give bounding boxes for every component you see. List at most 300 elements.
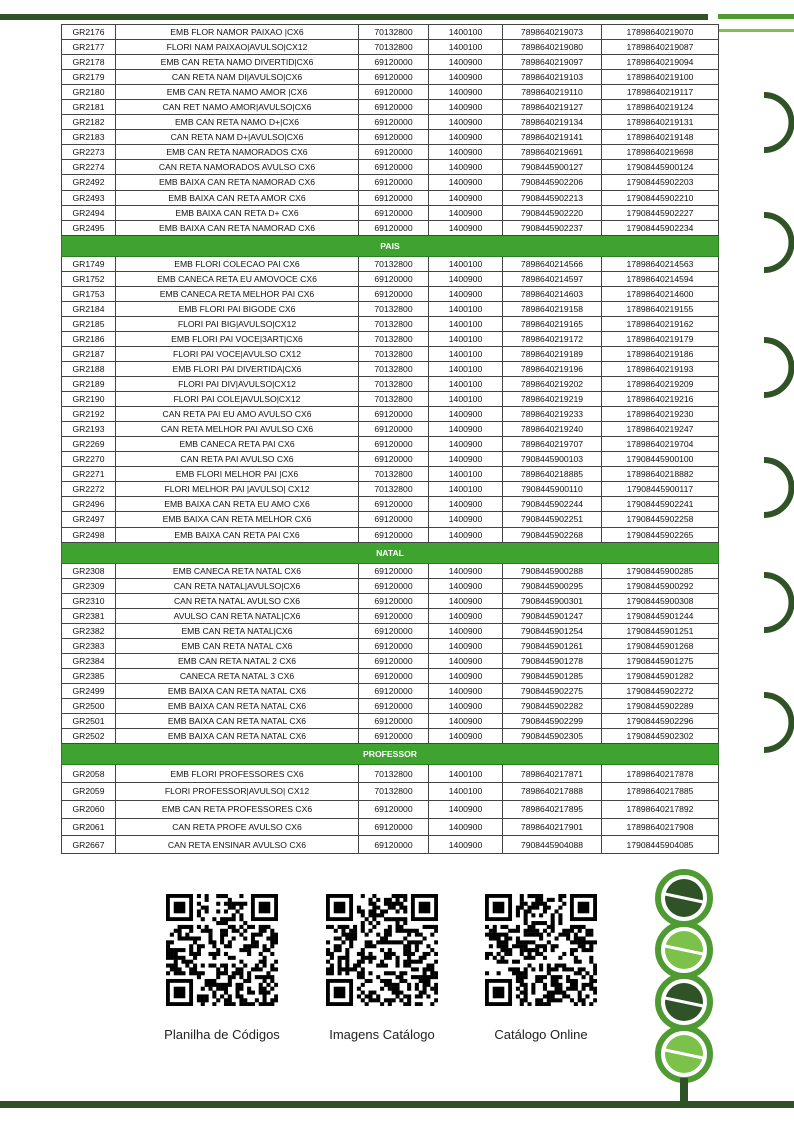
cell-ncm: 70132800 (359, 361, 429, 376)
cell-ean: 7898640219219 (503, 392, 602, 407)
cell-class: 1400100 (429, 331, 503, 346)
cell-code: GR2058 (62, 765, 116, 783)
cell-class: 1400900 (429, 638, 503, 653)
cell-ncm: 69120000 (359, 407, 429, 422)
cell-code: GR2271 (62, 467, 116, 482)
cell-code: GR2502 (62, 729, 116, 744)
cell-description: EMB BAIXA CAN RETA PAI CX6 (116, 527, 359, 542)
cell-ncm: 69120000 (359, 55, 429, 70)
cell-code: GR2382 (62, 623, 116, 638)
cell-class: 1400100 (429, 361, 503, 376)
table-row (62, 100, 719, 115)
cell-class: 1400900 (429, 175, 503, 190)
cell-ean: 7908445902305 (503, 729, 602, 744)
cell-ean: 7898640219134 (503, 115, 602, 130)
cell-description: EMB CAN RETA NATAL|CX6 (116, 623, 359, 638)
cell-ncm: 69120000 (359, 130, 429, 145)
cell-class: 1400900 (429, 800, 503, 818)
cell-ean: 7898640219233 (503, 407, 602, 422)
cell-description: CAN RETA NATAL|AVULSO|CX6 (116, 578, 359, 593)
cell-code: GR2496 (62, 497, 116, 512)
table-row (62, 467, 719, 482)
cell-class: 1400900 (429, 563, 503, 578)
cell-code: GR2184 (62, 301, 116, 316)
qr-code-imagens[interactable] (326, 894, 438, 1006)
cell-code: GR2179 (62, 70, 116, 85)
cell-description: EMB FLORI MELHOR PAI |CX6 (116, 467, 359, 482)
cell-description: CAN RETA MELHOR PAI AVULSO CX6 (116, 422, 359, 437)
table-row (62, 782, 719, 800)
table-row (62, 85, 719, 100)
cell-ncm: 69120000 (359, 497, 429, 512)
cell-description: FLORI PAI DIV|AVULSO|CX12 (116, 377, 359, 392)
cell-description: CAN RETA ENSINAR AVULSO CX6 (116, 836, 359, 854)
cell-ncm: 70132800 (359, 40, 429, 55)
cell-description: EMB BAIXA CAN RETA NATAL CX6 (116, 714, 359, 729)
cell-dun: 17908445902234 (602, 220, 719, 235)
cell-code: GR2310 (62, 593, 116, 608)
cell-description: CAN RETA NAMORADOS AVULSO CX6 (116, 160, 359, 175)
cell-dun: 17898640219070 (602, 25, 719, 40)
cell-class: 1400900 (429, 145, 503, 160)
cell-class: 1400100 (429, 377, 503, 392)
cell-description: EMB BAIXA CAN RETA NAMORAD CX6 (116, 175, 359, 190)
qr-code-planilha[interactable] (166, 894, 278, 1006)
cell-dun: 17908445901275 (602, 653, 719, 668)
table-row (62, 836, 719, 854)
table-row (62, 653, 719, 668)
cell-code: GR2189 (62, 377, 116, 392)
cell-dun: 17898640219117 (602, 85, 719, 100)
cell-ean: 7898640218885 (503, 467, 602, 482)
table-row (62, 40, 719, 55)
cell-class: 1400100 (429, 346, 503, 361)
cell-ean: 7908445902213 (503, 190, 602, 205)
cell-class: 1400900 (429, 407, 503, 422)
cell-dun: 17898640219704 (602, 437, 719, 452)
cell-description: EMB BAIXA CAN RETA NATAL CX6 (116, 683, 359, 698)
cell-ncm: 69120000 (359, 698, 429, 713)
cell-code: GR2500 (62, 698, 116, 713)
cell-dun: 17898640217892 (602, 800, 719, 818)
cell-description: EMB CAN RETA NATAL 2 CX6 (116, 653, 359, 668)
cell-class: 1400100 (429, 482, 503, 497)
cell-dun: 17898640219094 (602, 55, 719, 70)
cell-description: EMB FLORI PROFESSORES CX6 (116, 765, 359, 783)
cell-ncm: 69120000 (359, 638, 429, 653)
table-row (62, 638, 719, 653)
cell-dun: 17898640217878 (602, 765, 719, 783)
cell-dun: 17908445902289 (602, 698, 719, 713)
cell-ncm: 69120000 (359, 836, 429, 854)
table-row (62, 130, 719, 145)
cell-description: CAN RETA PROFE AVULSO CX6 (116, 818, 359, 836)
cell-ean: 7908445902220 (503, 205, 602, 220)
cell-code: GR2186 (62, 331, 116, 346)
cell-ean: 7908445902237 (503, 220, 602, 235)
cell-dun: 17898640217908 (602, 818, 719, 836)
cell-class: 1400100 (429, 40, 503, 55)
cell-class: 1400900 (429, 130, 503, 145)
cell-code: GR2501 (62, 714, 116, 729)
cell-class: 1400900 (429, 836, 503, 854)
cell-ean: 7898640219110 (503, 85, 602, 100)
cell-ean: 7908445902244 (503, 497, 602, 512)
cell-ean: 7898640217871 (503, 765, 602, 783)
cell-description: EMB CAN RETA NATAL CX6 (116, 638, 359, 653)
cell-ean: 7898640219103 (503, 70, 602, 85)
table-row (62, 800, 719, 818)
cell-dun: 17898640219209 (602, 377, 719, 392)
cell-class: 1400900 (429, 714, 503, 729)
qr-code-catalogo[interactable] (485, 894, 597, 1006)
cell-code: GR2497 (62, 512, 116, 527)
cell-code: GR2308 (62, 563, 116, 578)
cell-code: GR2188 (62, 361, 116, 376)
cell-dun: 17898640219148 (602, 130, 719, 145)
cell-ncm: 70132800 (359, 765, 429, 783)
product-table (61, 24, 718, 854)
cell-class: 1400900 (429, 512, 503, 527)
cell-description: FLORI PAI BIG|AVULSO|CX12 (116, 316, 359, 331)
cell-dun: 17898640219179 (602, 331, 719, 346)
cell-dun: 17908445902302 (602, 729, 719, 744)
section-header (62, 542, 719, 563)
cell-description: EMB FLORI PAI VOCE|3ART|CX6 (116, 331, 359, 346)
header-accent-line (718, 29, 794, 32)
cell-class: 1400900 (429, 608, 503, 623)
cell-code: GR2493 (62, 190, 116, 205)
qr-label-imagens: Imagens Catálogo (329, 1027, 435, 1042)
cell-dun: 17898640218882 (602, 467, 719, 482)
cell-ean: 7898640219202 (503, 377, 602, 392)
cell-ncm: 69120000 (359, 668, 429, 683)
cell-code: GR1752 (62, 271, 116, 286)
cell-ncm: 69120000 (359, 271, 429, 286)
cell-ncm: 69120000 (359, 190, 429, 205)
cell-ean: 7908445902275 (503, 683, 602, 698)
cell-dun: 17898640219162 (602, 316, 719, 331)
table-row (62, 422, 719, 437)
table-row (62, 346, 719, 361)
table-row (62, 286, 719, 301)
cell-class: 1400900 (429, 653, 503, 668)
table-row (62, 361, 719, 376)
cell-code: GR2180 (62, 85, 116, 100)
cell-description: EMB CANECA RETA NATAL CX6 (116, 563, 359, 578)
cell-ncm: 69120000 (359, 160, 429, 175)
cell-ncm: 69120000 (359, 623, 429, 638)
cell-ncm: 70132800 (359, 482, 429, 497)
table-row (62, 160, 719, 175)
cell-ean: 7908445900295 (503, 578, 602, 593)
cell-description: EMB CAN RETA PROFESSORES CX6 (116, 800, 359, 818)
cell-ean: 7898640214566 (503, 256, 602, 271)
cell-ncm: 69120000 (359, 85, 429, 100)
cell-code: GR2385 (62, 668, 116, 683)
cell-ean: 7908445900301 (503, 593, 602, 608)
cell-ean: 7898640219073 (503, 25, 602, 40)
cell-ean: 7908445900127 (503, 160, 602, 175)
cell-ncm: 69120000 (359, 608, 429, 623)
cell-class: 1400900 (429, 497, 503, 512)
cell-ean: 7898640219691 (503, 145, 602, 160)
cell-ncm: 69120000 (359, 563, 429, 578)
cell-description: EMB CAN RETA NAMO DIVERTID|CX6 (116, 55, 359, 70)
cell-description: CANECA RETA NATAL 3 CX6 (116, 668, 359, 683)
cell-dun: 17908445902272 (602, 683, 719, 698)
cell-dun: 17908445902203 (602, 175, 719, 190)
cell-dun: 17898640214600 (602, 286, 719, 301)
cell-dun: 17908445902210 (602, 190, 719, 205)
cell-description: CAN RETA PAI EU AMO AVULSO CX6 (116, 407, 359, 422)
cell-code: GR2190 (62, 392, 116, 407)
cell-dun: 17908445902265 (602, 527, 719, 542)
cell-description: EMB FLORI COLECAO PAI CX6 (116, 256, 359, 271)
cell-dun: 17898640219087 (602, 40, 719, 55)
cell-code: GR2192 (62, 407, 116, 422)
cell-code: GR2060 (62, 800, 116, 818)
cell-class: 1400900 (429, 220, 503, 235)
cell-description: AVULSO CAN RETA NATAL|CX6 (116, 608, 359, 623)
table-row (62, 316, 719, 331)
cell-dun: 17908445900308 (602, 593, 719, 608)
cell-ncm: 70132800 (359, 256, 429, 271)
cell-code: GR2187 (62, 346, 116, 361)
table-row (62, 563, 719, 578)
cell-dun: 17898640219193 (602, 361, 719, 376)
cell-description: FLORI PAI VOCE|AVULSO CX12 (116, 346, 359, 361)
cell-dun: 17898640219230 (602, 407, 719, 422)
cell-code: GR2185 (62, 316, 116, 331)
table-row (62, 437, 719, 452)
cell-dun: 17908445900292 (602, 578, 719, 593)
cell-code: GR2667 (62, 836, 116, 854)
cell-description: EMB CANECA RETA PAI CX6 (116, 437, 359, 452)
cell-class: 1400900 (429, 70, 503, 85)
cell-class: 1400100 (429, 301, 503, 316)
cell-ean: 7898640219196 (503, 361, 602, 376)
cell-ncm: 69120000 (359, 512, 429, 527)
cell-class: 1400100 (429, 256, 503, 271)
table-row (62, 392, 719, 407)
cell-ean: 7898640219172 (503, 331, 602, 346)
table-row (62, 115, 719, 130)
cell-class: 1400900 (429, 271, 503, 286)
cell-code: GR1749 (62, 256, 116, 271)
section-title: PROFESSOR (62, 744, 719, 765)
table-row (62, 683, 719, 698)
cell-ncm: 69120000 (359, 286, 429, 301)
cell-ean: 7898640219141 (503, 130, 602, 145)
cell-description: EMB BAIXA CAN RETA AMOR CX6 (116, 190, 359, 205)
cell-ean: 7908445904088 (503, 836, 602, 854)
table-row (62, 220, 719, 235)
cell-dun: 17898640219698 (602, 145, 719, 160)
cell-dun: 17908445902258 (602, 512, 719, 527)
cell-description: EMB CAN RETA NAMORADOS CX6 (116, 145, 359, 160)
cell-dun: 17908445902296 (602, 714, 719, 729)
cell-description: FLORI MELHOR PAI |AVULSO| CX12 (116, 482, 359, 497)
cell-code: GR2183 (62, 130, 116, 145)
table-row (62, 593, 719, 608)
section-title: NATAL (62, 542, 719, 563)
cell-ncm: 69120000 (359, 205, 429, 220)
table-row (62, 331, 719, 346)
cell-class: 1400900 (429, 593, 503, 608)
decorative-arcs (734, 40, 794, 860)
table-row (62, 190, 719, 205)
cell-ncm: 70132800 (359, 392, 429, 407)
cell-description: EMB CAN RETA NAMO D+|CX6 (116, 115, 359, 130)
table-row (62, 729, 719, 744)
cell-ean: 7908445901278 (503, 653, 602, 668)
cell-class: 1400900 (429, 729, 503, 744)
cell-description: EMB FLORI PAI DIVERTIDA|CX6 (116, 361, 359, 376)
cell-ncm: 69120000 (359, 175, 429, 190)
qr-label-planilha: Planilha de Códigos (164, 1027, 280, 1042)
table-row (62, 698, 719, 713)
table-row (62, 527, 719, 542)
cell-description: CAN RETA NAM DI|AVULSO|CX6 (116, 70, 359, 85)
cell-code: GR2272 (62, 482, 116, 497)
footer-bar (0, 1101, 794, 1108)
table-row (62, 70, 719, 85)
cell-description: FLORI PAI COLE|AVULSO|CX12 (116, 392, 359, 407)
cell-class: 1400100 (429, 392, 503, 407)
table-row (62, 175, 719, 190)
table-row (62, 25, 719, 40)
cell-description: CAN RET NAMO AMOR|AVULSO|CX6 (116, 100, 359, 115)
cell-dun: 17898640219100 (602, 70, 719, 85)
cell-ean: 7908445900288 (503, 563, 602, 578)
cell-class: 1400900 (429, 55, 503, 70)
cell-dun: 17908445900124 (602, 160, 719, 175)
cell-code: GR2269 (62, 437, 116, 452)
cell-ncm: 69120000 (359, 100, 429, 115)
table-row (62, 271, 719, 286)
cell-code: GR2494 (62, 205, 116, 220)
footer-decoration (636, 868, 746, 1103)
cell-ean: 7908445901285 (503, 668, 602, 683)
cell-ncm: 70132800 (359, 25, 429, 40)
cell-ean: 7898640219707 (503, 437, 602, 452)
cell-dun: 17898640217885 (602, 782, 719, 800)
section-title: PAIS (62, 235, 719, 256)
cell-code: GR2061 (62, 818, 116, 836)
table-row (62, 578, 719, 593)
cell-ean: 7898640219080 (503, 40, 602, 55)
cell-dun: 17908445901268 (602, 638, 719, 653)
cell-ncm: 69120000 (359, 683, 429, 698)
cell-ncm: 69120000 (359, 527, 429, 542)
cell-code: GR2059 (62, 782, 116, 800)
cell-ncm: 70132800 (359, 301, 429, 316)
cell-class: 1400900 (429, 683, 503, 698)
cell-class: 1400900 (429, 115, 503, 130)
cell-code: GR2182 (62, 115, 116, 130)
cell-code: GR2498 (62, 527, 116, 542)
cell-code: GR2193 (62, 422, 116, 437)
cell-code: GR2274 (62, 160, 116, 175)
cell-ean: 7898640214597 (503, 271, 602, 286)
cell-ncm: 69120000 (359, 800, 429, 818)
qr-label-catalogo: Catálogo Online (494, 1027, 588, 1042)
cell-ncm: 69120000 (359, 653, 429, 668)
cell-ncm: 70132800 (359, 377, 429, 392)
cell-ncm: 69120000 (359, 115, 429, 130)
cell-ncm: 69120000 (359, 437, 429, 452)
table-row (62, 452, 719, 467)
cell-class: 1400900 (429, 160, 503, 175)
table-row (62, 55, 719, 70)
cell-ean: 7908445901261 (503, 638, 602, 653)
cell-description: EMB BAIXA CAN RETA EU AMO CX6 (116, 497, 359, 512)
cell-description: EMB BAIXA CAN RETA NAMORAD CX6 (116, 220, 359, 235)
cell-ean: 7898640219240 (503, 422, 602, 437)
cell-code: GR1753 (62, 286, 116, 301)
cell-dun: 17898640219124 (602, 100, 719, 115)
cell-ncm: 69120000 (359, 818, 429, 836)
cell-class: 1400900 (429, 100, 503, 115)
cell-description: EMB BAIXA CAN RETA MELHOR CX6 (116, 512, 359, 527)
cell-ean: 7898640217901 (503, 818, 602, 836)
cell-class: 1400900 (429, 452, 503, 467)
table-row (62, 818, 719, 836)
header-bar (0, 14, 708, 20)
cell-ean: 7908445902268 (503, 527, 602, 542)
cell-ncm: 70132800 (359, 467, 429, 482)
cell-description: FLORI PROFESSOR|AVULSO| CX12 (116, 782, 359, 800)
cell-class: 1400900 (429, 85, 503, 100)
cell-description: EMB BAIXA CAN RETA NATAL CX6 (116, 729, 359, 744)
cell-dun: 17908445901251 (602, 623, 719, 638)
cell-ean: 7898640217888 (503, 782, 602, 800)
cell-dun: 17908445901282 (602, 668, 719, 683)
cell-code: GR2499 (62, 683, 116, 698)
cell-class: 1400900 (429, 818, 503, 836)
cell-ncm: 69120000 (359, 593, 429, 608)
cell-class: 1400900 (429, 205, 503, 220)
header-accent (718, 14, 794, 19)
cell-dun: 17898640219155 (602, 301, 719, 316)
section-header (62, 235, 719, 256)
cell-ncm: 69120000 (359, 220, 429, 235)
cell-code: GR2181 (62, 100, 116, 115)
cell-dun: 17898640219186 (602, 346, 719, 361)
cell-ncm: 69120000 (359, 714, 429, 729)
cell-dun: 17908445900117 (602, 482, 719, 497)
cell-description: EMB CANECA RETA EU AMOVOCE CX6 (116, 271, 359, 286)
cell-ncm: 69120000 (359, 70, 429, 85)
table-row (62, 145, 719, 160)
cell-ean: 7908445902299 (503, 714, 602, 729)
table-row (62, 668, 719, 683)
cell-code: GR2383 (62, 638, 116, 653)
cell-code: GR2381 (62, 608, 116, 623)
cell-class: 1400900 (429, 422, 503, 437)
cell-dun: 17908445902227 (602, 205, 719, 220)
cell-ean: 7908445900103 (503, 452, 602, 467)
cell-ean: 7898640214603 (503, 286, 602, 301)
cell-ncm: 70132800 (359, 782, 429, 800)
cell-class: 1400100 (429, 765, 503, 783)
cell-ncm: 69120000 (359, 452, 429, 467)
cell-dun: 17898640214563 (602, 256, 719, 271)
cell-ncm: 69120000 (359, 578, 429, 593)
cell-class: 1400900 (429, 527, 503, 542)
cell-dun: 17908445900100 (602, 452, 719, 467)
